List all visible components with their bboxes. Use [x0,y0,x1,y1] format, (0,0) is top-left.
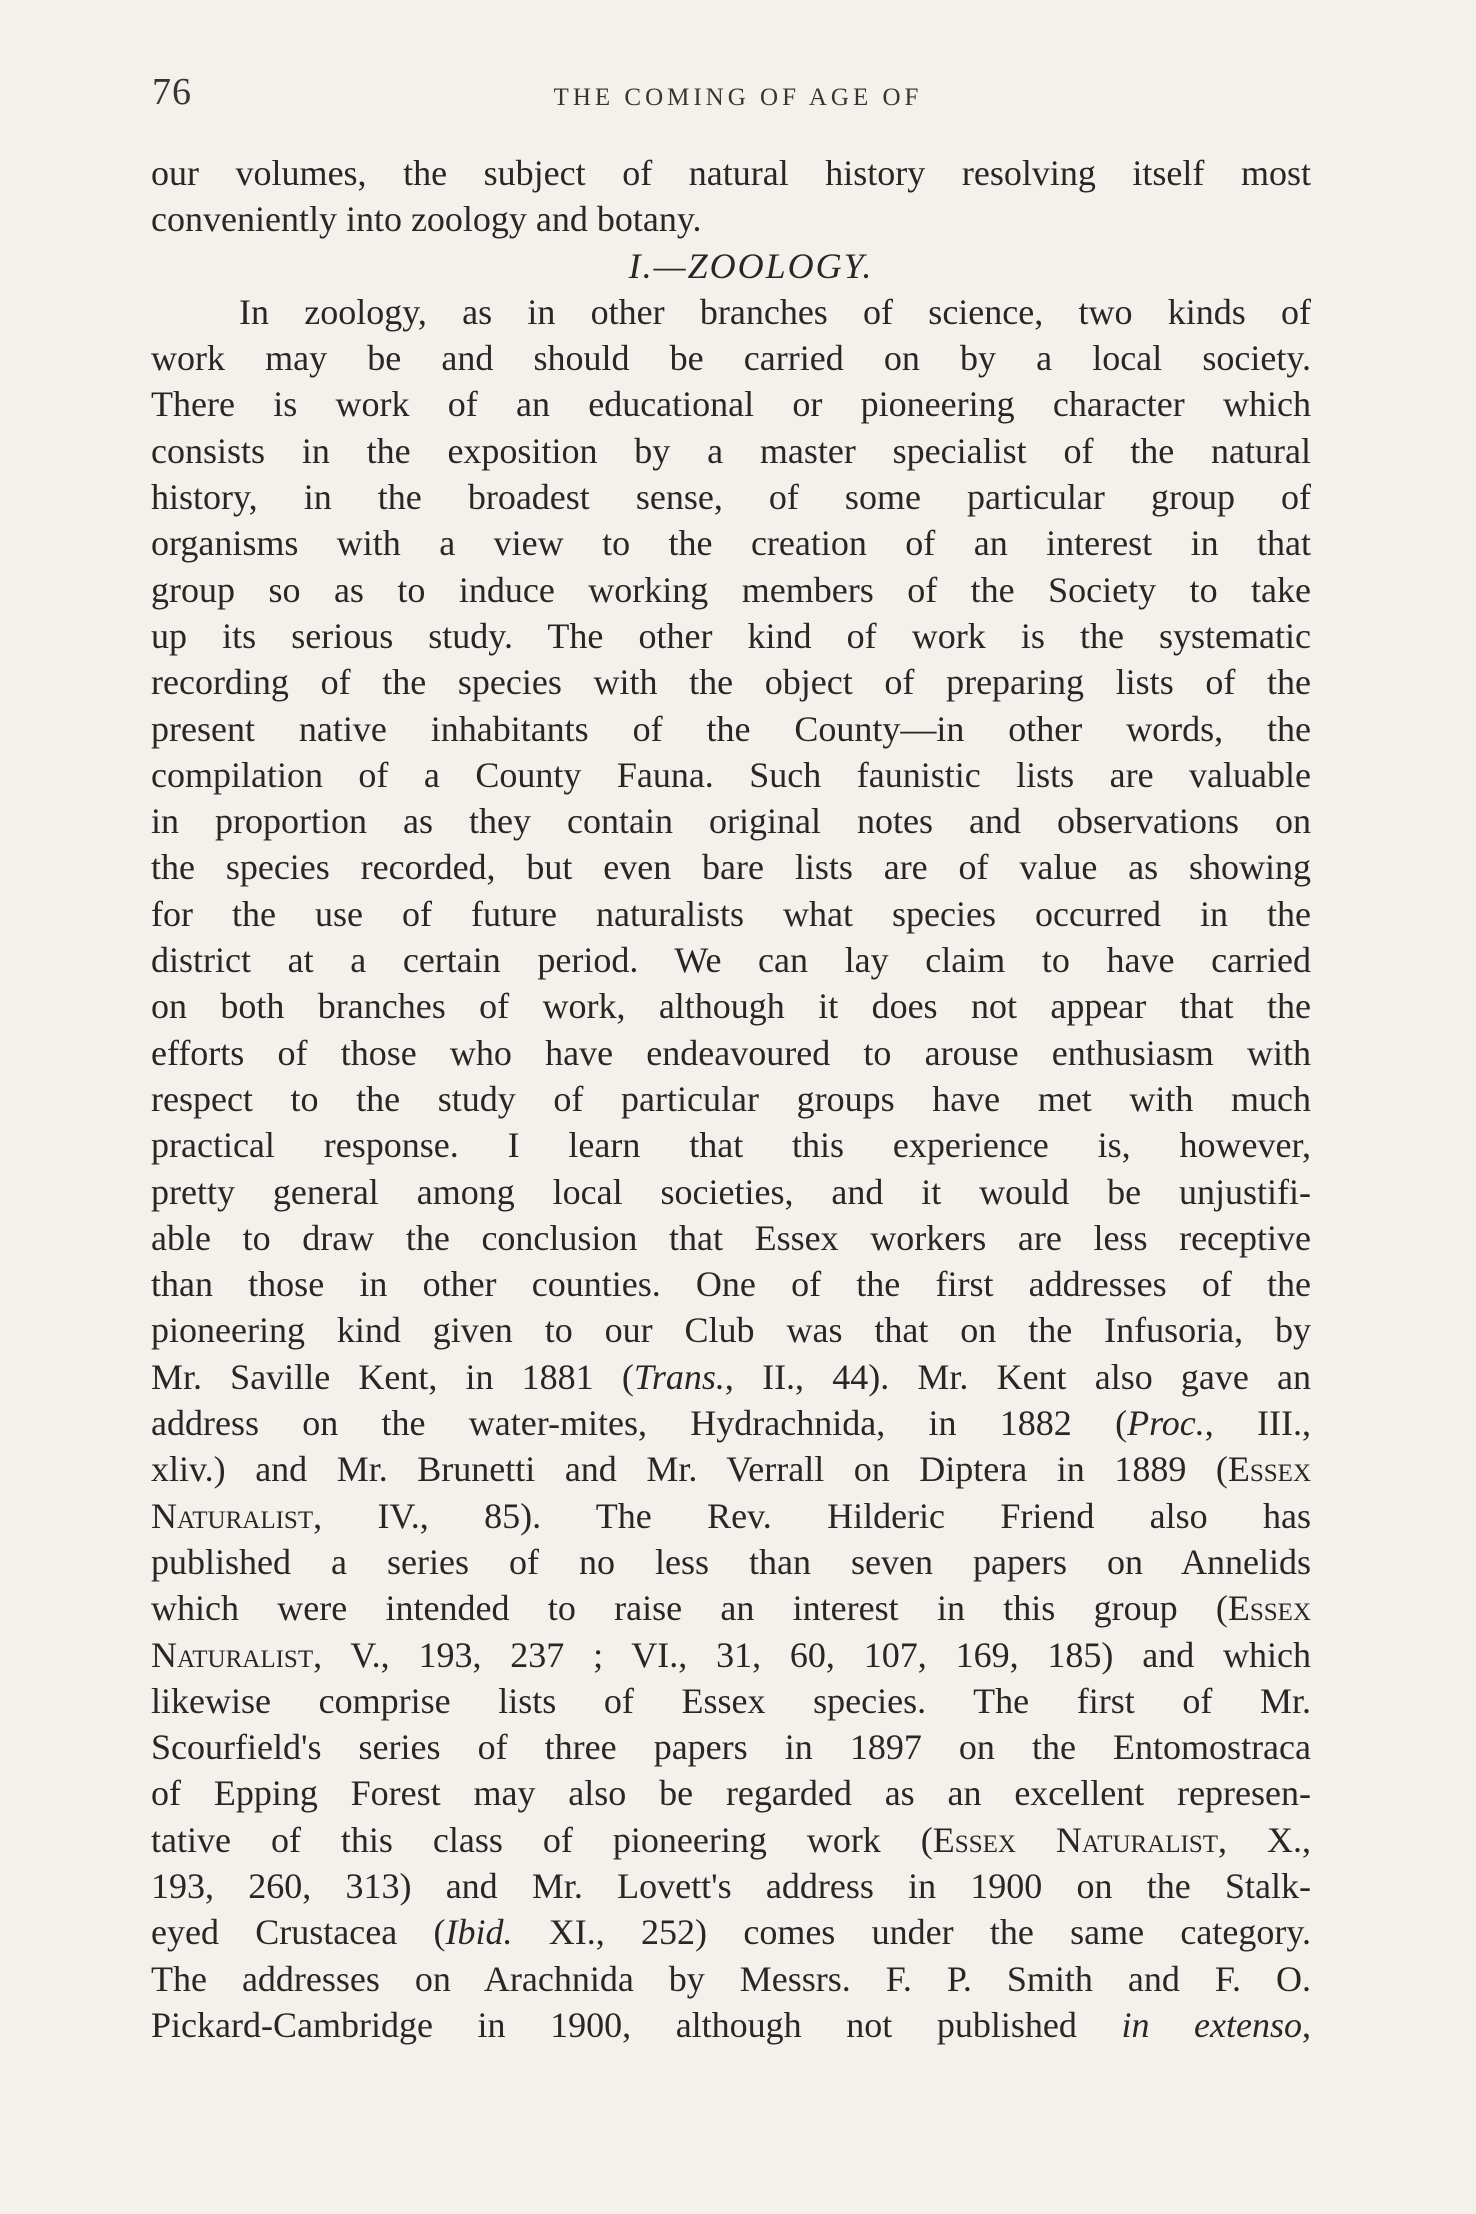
text-line: address on the water-mites, Hydrachnida, in 1882 (Proc., III., [151,1403,1311,1444]
text-line: Naturalist, IV., 85). The Rev. Hilderic Friend also has [151,1495,1311,1536]
text-line: Mr. Saville Kent, in 1881 (Trans., II., 44). Mr. Kent also gave an [151,1356,1311,1397]
text-line: eyed Crustacea (Ibid. XI., 252) comes under the same category. [151,1912,1311,1953]
running-head: THE COMING OF AGE OF [553,84,923,111]
text-line: likewise comprise lists of Essex species. The first of Mr. [151,1680,1311,1721]
text-line: on both branches of work, although it does not appear that the [151,986,1311,1027]
section-heading: I.—ZOOLOGY. [628,245,874,286]
text-line: group so as to induce working members of the Society to take [151,569,1311,610]
text-line: pretty general among local societies, and it would be unjustifi- [151,1171,1311,1212]
page-number: 76 [152,71,192,113]
text-line: present native inhabitants of the County—in other words, the [151,708,1311,749]
text-line: our volumes, the subject of natural history resolving itself most [151,153,1311,193]
text-line: practical response. I learn that this experience is, however, [151,1125,1311,1166]
text-line: the species recorded, but even bare lists are of value as showing [151,847,1311,888]
text-line: conveniently into zoology and botany. [151,199,702,240]
text-line: tative of this class of pioneering work (Essex Naturalist, X., [151,1819,1311,1860]
text-line: Scourfield's series of three papers in 1897 on the Entomostraca [151,1727,1311,1768]
text-line: for the use of future naturalists what species occurred in the [151,893,1311,934]
text-line: 193, 260, 313) and Mr. Lovett's address in 1900 on the Stalk- [151,1865,1311,1906]
text-line: The addresses on Arachnida by Messrs. F. P. Smith and F. O. [151,1958,1311,1999]
text-line: xliv.) and Mr. Brunetti and Mr. Verrall on Diptera in 1889 (Essex [151,1449,1311,1490]
text-line: history, in the broadest sense, of some particular group of [151,477,1311,518]
text-line: respect to the study of particular groups have met with much [151,1078,1311,1119]
text-line: There is work of an educational or pioneering character which [151,384,1311,425]
text-line: than those in other counties. One of the first addresses of the [151,1264,1311,1305]
text-line: Pickard-Cambridge in 1900, although not published in extenso, [151,2004,1311,2045]
text-line: in proportion as they contain original notes and observations on [151,801,1311,842]
text-line: organisms with a view to the creation of an interest in that [151,523,1311,564]
text-line: work may be and should be carried on by a local society. [151,338,1311,379]
text-line: efforts of those who have endeavoured to arouse enthusiasm with [151,1032,1311,1073]
text-line: consists in the exposition by a master specialist of the natural [151,430,1311,471]
text-line: In zoology, as in other branches of science, two kinds of [239,291,1311,332]
text-line: of Epping Forest may also be regarded as an excellent represen- [151,1773,1311,1814]
text-line: which were intended to raise an interest in this group (Essex [151,1588,1311,1629]
text-line: district at a certain period. We can lay claim to have carried [151,940,1311,981]
text-line: able to draw the conclusion that Essex workers are less receptive [151,1217,1311,1258]
body-text [151,150,1311,2048]
text-line: up its serious study. The other kind of work is the systematic [151,615,1311,656]
text-line: Naturalist, V., 193, 237 ; VI., 31, 60, 107, 169, 185) and which [151,1634,1311,1675]
text-line: pioneering kind given to our Club was that on the Infusoria, by [151,1310,1311,1351]
text-line: recording of the species with the object of preparing lists of the [151,662,1311,703]
text-line: compilation of a County Fauna. Such faunistic lists are valuable [151,754,1311,795]
text-line: published a series of no less than seven papers on Annelids [151,1541,1311,1582]
